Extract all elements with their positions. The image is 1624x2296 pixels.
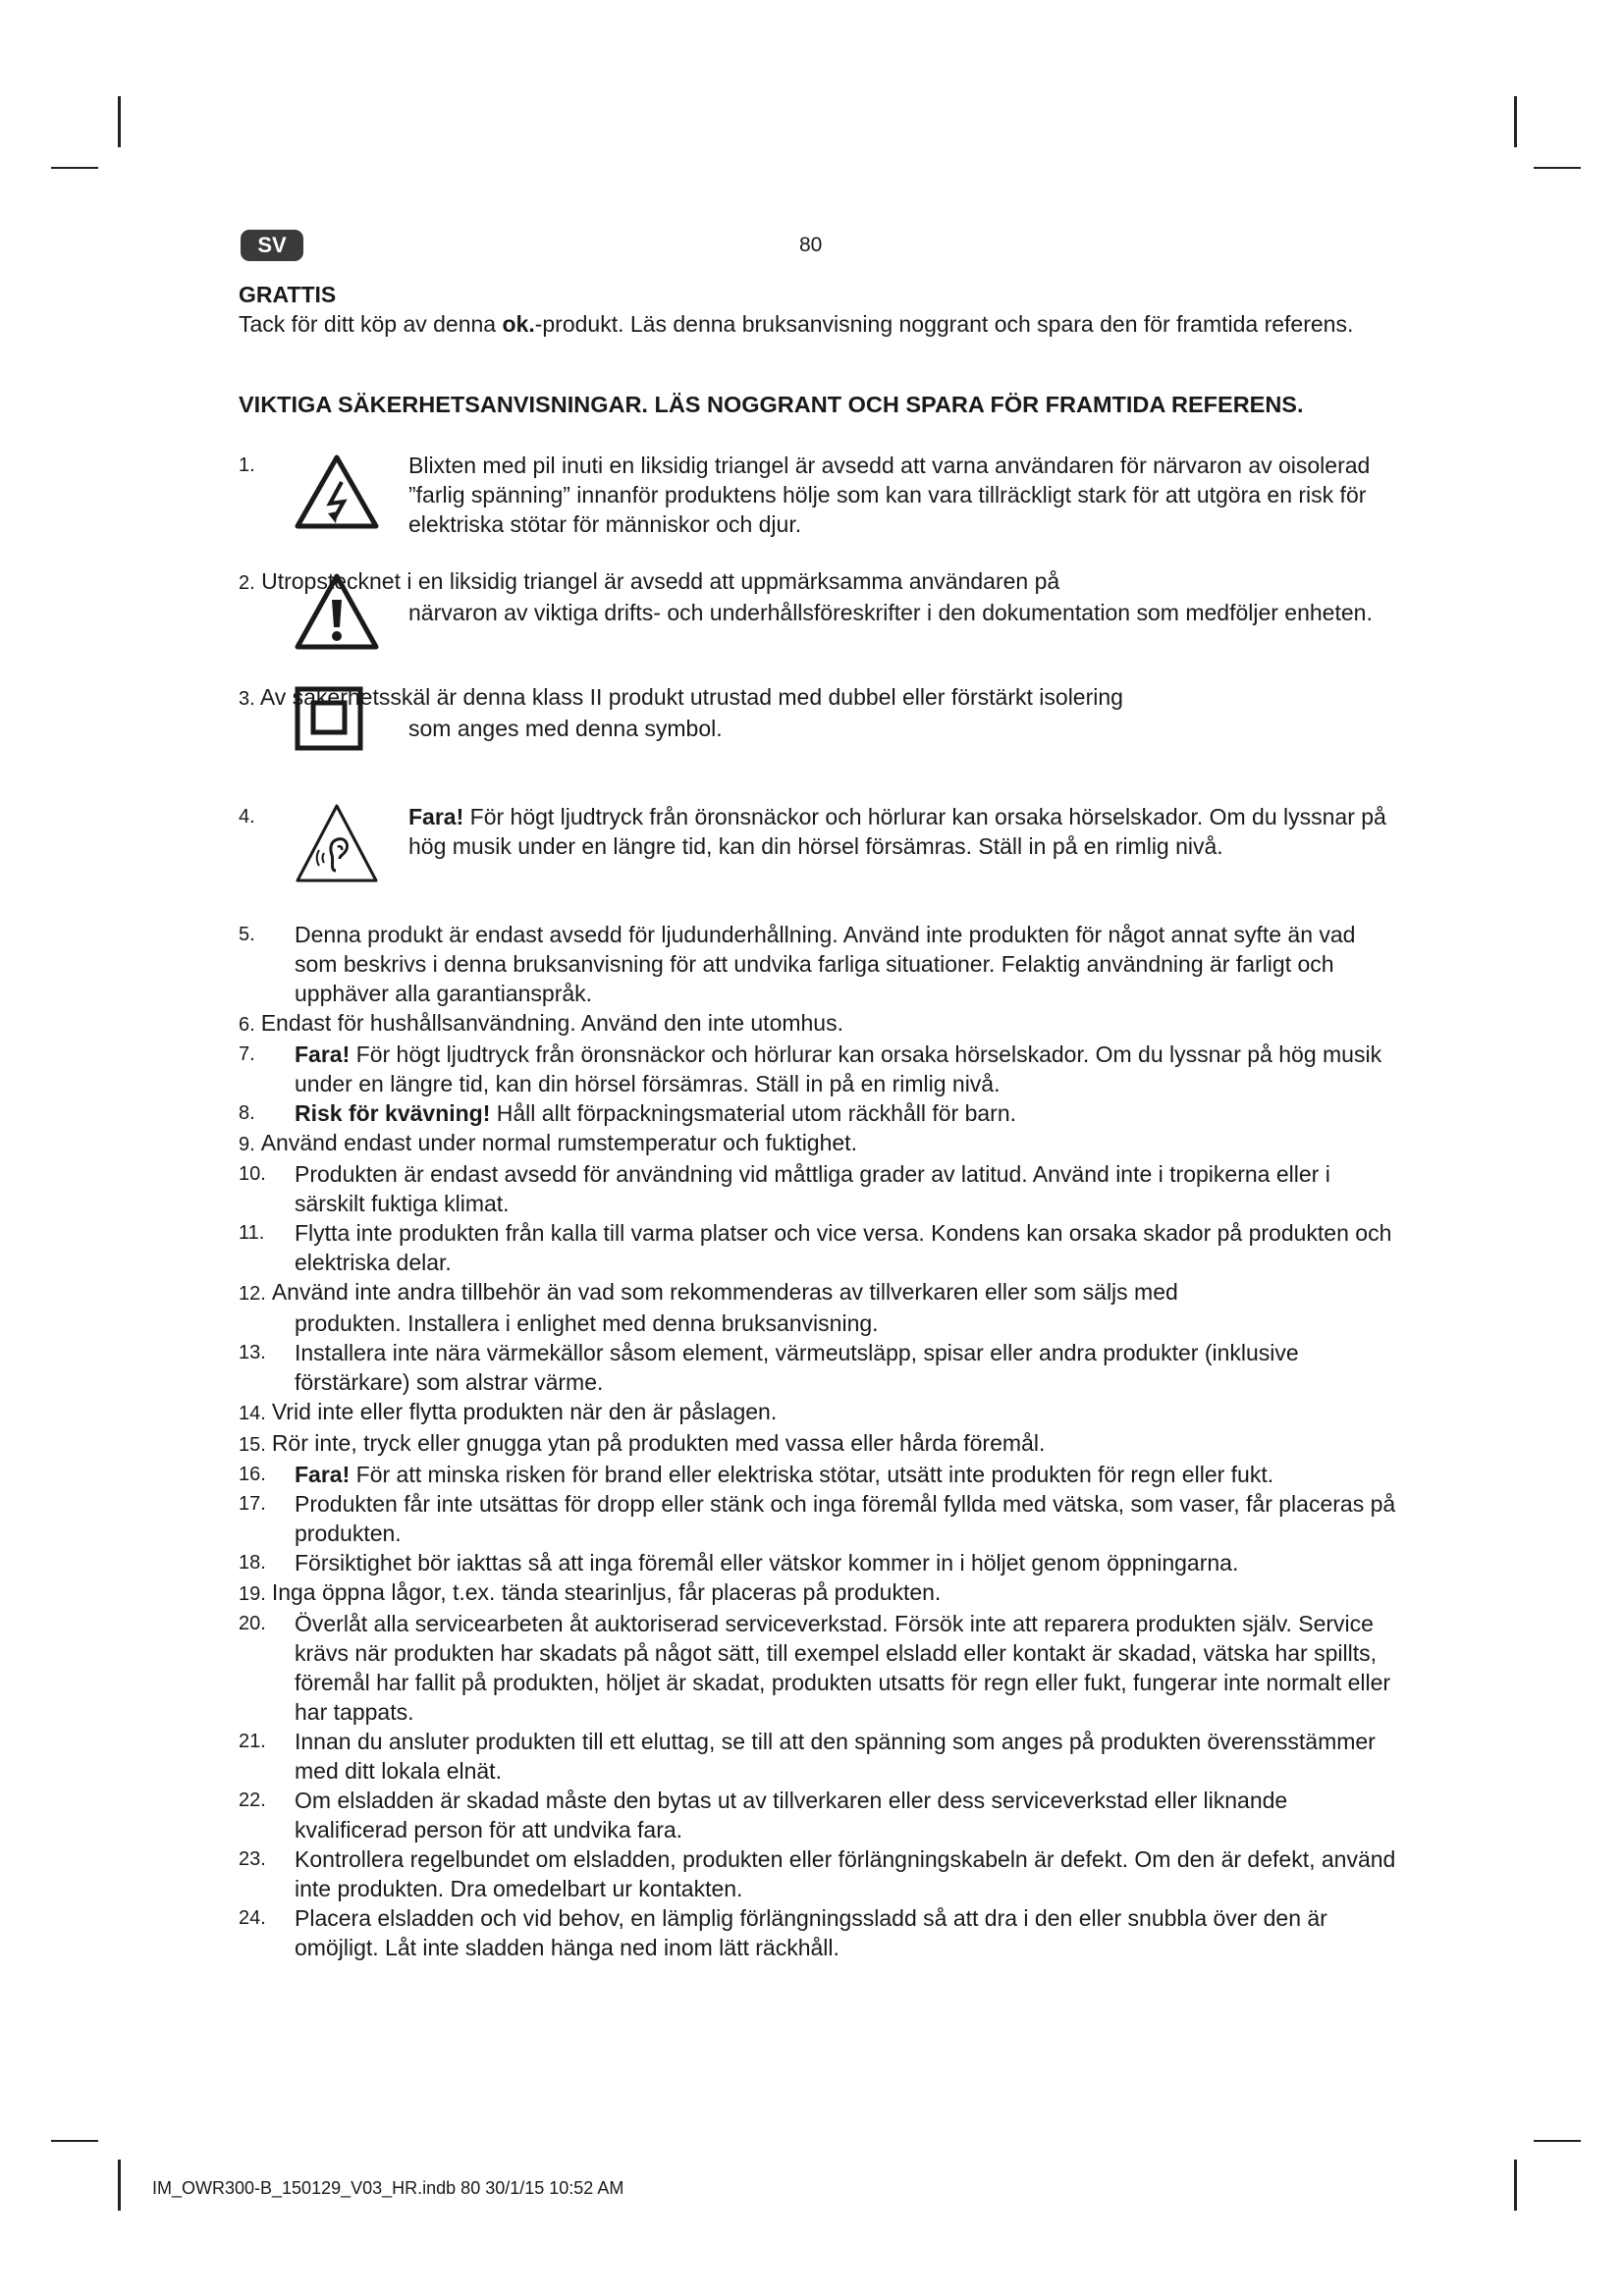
list-item: 22. Om elsladden är skadad måste den bytas ut av tillverkaren eller dess serviceverkstad eller liknande kvalificerad person för att undvika fara. (239, 1788, 1288, 1842)
crop-mark (1534, 2140, 1581, 2142)
item-number: 3. (239, 688, 255, 710)
list-item: 11. Flytta inte produkten från kalla till varma platser och vice versa. Kondens kan orsaka skador på produkten och elektriska delar. (239, 1220, 1392, 1275)
safety-heading: VIKTIGA SÄKERHETSANVISNINGAR. LÄS NOGGRANT OCH SPARA FÖR FRAMTIDA REFERENS. (239, 392, 1304, 417)
item-lead: 3. Av säkerhetsskäl är denna klass II produkt utrustad med dubbel eller förstärkt isolering (239, 684, 1123, 710)
list-item: 9. Använd endast under normal rumstemperatur och fuktighet. (239, 1130, 857, 1155)
list-item: 24. Placera elsladden och vid behov, en lämplig förlängningssladd så att dra i den eller snubbla över den är omöjligt. Låt inte sladden hänga ned inom lätt räckhåll. (239, 1905, 1327, 1960)
symbol-item-4 (239, 802, 1402, 920)
list-item: 23. Kontrollera regelbundet om elsladden, produkten eller förlängningskabeln är defekt. Om den är defekt, använd inte produkten. Dra omedelbart ur kontakten. (239, 1846, 1396, 1901)
list-item: 6. Endast för hushållsanvändning. Använd den inte utomhus. (239, 1010, 843, 1036)
item-text: Blixten med pil inuti en liksidig triangel är avsedd att varna användaren för närvaron av oisolerad ”farlig spänning” innanför produktens hölje som kan vara tillräckligt stark för att utgöra en risk för elektriska stötar för människor och djur. (408, 453, 1371, 537)
list-item: 8. Risk för kvävning! Håll allt förpackningsmaterial utom räckhåll för barn. (239, 1100, 1017, 1126)
item-text: Fara! För högt ljudtryck från öronsnäckor och hörlurar kan orsaka hörselskador. Om du lyssnar på hög musik under en längre tid, kan din hörsel försämras. Ställ in på en rimlig nivå. (408, 804, 1386, 859)
list-item: 7. Fara! För högt ljudtryck från öronsnäckor och hörlurar kan orsaka hörselskador. Om du lyssnar på hög musik under en längre tid, kan din hörsel försämras. Ställ in på en rimlig nivå. (239, 1041, 1382, 1096)
list-item: 19. Inga öppna lågor, t.ex. tända stearinljus, får placeras på produkten. (239, 1579, 942, 1605)
list-item: 16. Fara! För att minska risken för brand eller elektriska stötar, utsätt inte produkten för regn eller fukt. (239, 1462, 1274, 1487)
list-item: 18. Försiktighet bör iakttas så att inga föremål eller vätskor kommer in i höljet genom öppningarna. (239, 1550, 1239, 1575)
language-badge: SV (241, 230, 303, 261)
symbol-item-1 (239, 451, 1402, 566)
list-item: 20. Överlåt alla servicearbeten åt auktoriserad serviceverkstad. Försök inte att reparera produkten själv. Service krävs när produkten har skadats på något sätt, till exempel elsladd eller kontakt är skadad, vätska har spillts, föremål har fallit på produkten, höljet är skadat, produkten utsatts för regn eller fukt, fungerar inte normalt eller har tappats. (239, 1611, 1391, 1725)
list-item: 10. Produkten är endast avsedd för användning vid måttliga grader av latitud. Använd inte i tropikerna eller i särskilt fuktiga klimat. (239, 1161, 1330, 1216)
double-square-icon (295, 686, 363, 758)
list-item: 17. Produkten får inte utsättas för dropp eller stänk och inga föremål fyllda med vätska, som vaser, får placeras på produkten. (239, 1491, 1396, 1546)
crop-mark (51, 2140, 98, 2142)
crop-mark (118, 96, 121, 147)
list-item: 13. Installera inte nära värmekällor såsom element, värmeutsläpp, spisar eller andra produkter (inklusive förstärkare) som alstrar värme. (239, 1340, 1299, 1395)
lightning-triangle-icon (295, 454, 379, 536)
item-text: närvaron av viktiga drifts- och underhållsföreskrifter i den dokumentation som medföljer enheten. (408, 600, 1373, 625)
crop-mark (1534, 167, 1581, 169)
item-text: som anges med denna symbol. (408, 716, 723, 741)
intro-title: GRATTIS (239, 282, 337, 307)
page-content (239, 280, 1402, 1962)
intro-text: Tack för ditt köp av denna ok.-produkt. Läs denna bruksanvisning noggrant och spara den för framtida referens. (239, 311, 1354, 337)
symbol-item-3 (239, 682, 1402, 802)
item-number: 2. (239, 572, 255, 594)
print-slug: IM_OWR300-B_150129_V03_HR.indb 80 30/1/15 10:52 AM (152, 2178, 624, 2198)
item-number: 4. (239, 806, 255, 828)
safety-list (239, 920, 1402, 1962)
list-item: 14. Vrid inte eller flytta produkten när den är påslagen. (239, 1399, 778, 1424)
page-number: 80 (799, 234, 823, 256)
list-item: 21. Innan du ansluter produkten till ett eluttag, se till att den spänning som anges på produkten överensstämmer med ditt lokala elnät. (239, 1729, 1376, 1784)
list-item: 12. Använd inte andra tillbehör än vad som rekommenderas av tillverkaren eller som säljs med produkten. Installera i enlighet med denna bruksanvisning. (239, 1279, 1178, 1336)
item-lead: 2. Utropstecknet i en liksidig triangel är avsedd att uppmärksamma användaren på (239, 568, 1060, 594)
list-item: 15. Rör inte, tryck eller gnugga ytan på produkten med vassa eller hårda föremål. (239, 1430, 1046, 1456)
exclamation-triangle-icon (295, 572, 379, 658)
symbol-item-2 (239, 566, 1402, 682)
brand-name: ok. (502, 311, 535, 337)
crop-mark (1514, 2160, 1517, 2211)
crop-mark (51, 167, 98, 169)
list-item: 5. Denna produkt är endast avsedd för ljudunderhållning. Använd inte produkten för något annat syfte än vad som beskrivs i denna bruksanvisning för att undvika farliga situationer. Felaktig användning är farligt och upphäver alla garantianspråk. (239, 922, 1356, 1006)
crop-mark (118, 2160, 121, 2211)
hearing-warning-icon (295, 802, 379, 891)
crop-mark (1514, 96, 1517, 147)
item-number: 1. (239, 454, 255, 476)
